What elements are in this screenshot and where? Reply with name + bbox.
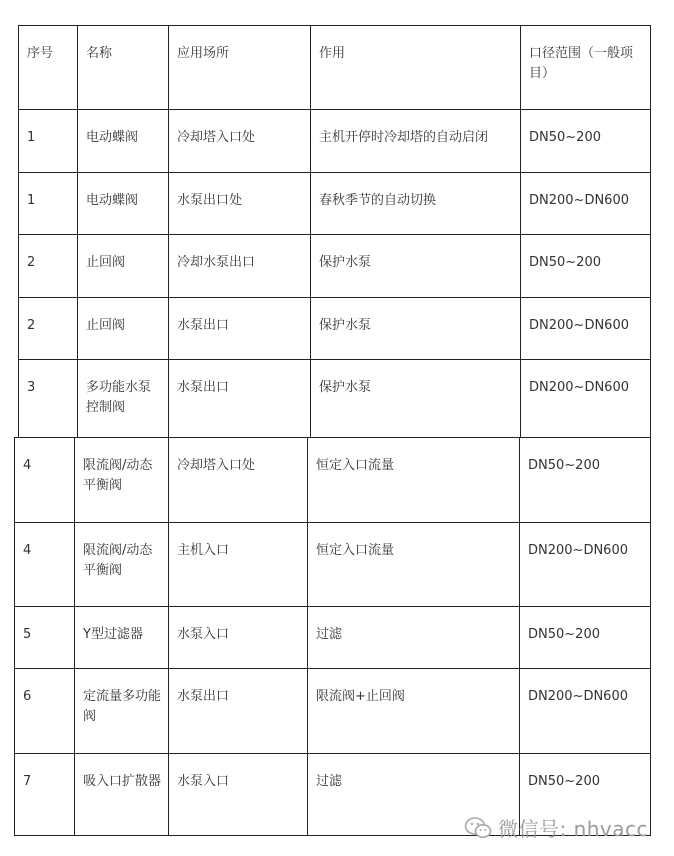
watermark-text: 微信号: nhvacc	[497, 817, 648, 841]
cell-function: 保护水泵	[311, 235, 521, 298]
cell-location: 水泵入口	[169, 607, 308, 669]
cell-location: 主机入口	[169, 523, 308, 607]
cell-function: 恒定入口流量	[308, 438, 520, 523]
cell-function: 保护水泵	[311, 360, 521, 438]
cell-function: 限流阀+止回阀	[308, 669, 520, 754]
cell-location: 水泵出口	[169, 298, 311, 360]
cell-location: 水泵出口处	[169, 173, 311, 235]
watermark	[464, 813, 648, 842]
table-row	[19, 173, 651, 235]
cell-name: 吸入口扩散器	[75, 754, 169, 836]
cell-function: 恒定入口流量	[308, 523, 520, 607]
cell-diameter: DN50~200	[521, 110, 651, 173]
cell-index: 1	[19, 110, 78, 173]
cell-index: 4	[15, 438, 75, 523]
cell-diameter: DN50~200	[520, 754, 651, 836]
header-name: 名称	[78, 26, 169, 110]
table-row	[19, 360, 651, 438]
cell-index: 5	[15, 607, 75, 669]
cell-function: 保护水泵	[311, 298, 521, 360]
cell-diameter: DN50~200	[520, 438, 651, 523]
cell-index: 3	[19, 360, 78, 438]
table-row	[19, 110, 651, 173]
table-row	[15, 438, 651, 523]
cell-name: 定流量多功能阀	[75, 669, 169, 754]
valve-table-top	[18, 25, 651, 438]
cell-index: 4	[15, 523, 75, 607]
cell-diameter: DN200~DN600	[521, 360, 651, 438]
cell-function: 过滤	[308, 754, 520, 836]
cell-diameter: DN200~DN600	[520, 669, 651, 754]
cell-function: 主机开停时冷却塔的自动启闭	[311, 110, 521, 173]
table-row	[19, 235, 651, 298]
table-row	[15, 523, 651, 607]
cell-function: 过滤	[308, 607, 520, 669]
cell-name: Y型过滤器	[75, 607, 169, 669]
header-function: 作用	[311, 26, 521, 110]
cell-index: 2	[19, 298, 78, 360]
table-row	[15, 669, 651, 754]
cell-name: 限流阀/动态平衡阀	[75, 523, 169, 607]
cell-location: 水泵出口	[169, 669, 308, 754]
valve-table-bottom	[14, 437, 651, 836]
cell-name: 止回阀	[78, 298, 169, 360]
cell-location: 水泵入口	[169, 754, 308, 836]
header-index: 序号	[19, 26, 78, 110]
table-row	[19, 298, 651, 360]
cell-name: 多功能水泵控制阀	[78, 360, 169, 438]
header-diameter: 口径范围（一般项目）	[521, 26, 651, 110]
cell-name: 电动蝶阀	[78, 173, 169, 235]
cell-diameter: DN200~DN600	[521, 173, 651, 235]
cell-location: 水泵出口	[169, 360, 311, 438]
cell-location: 冷却塔入口处	[169, 110, 311, 173]
table-row	[15, 607, 651, 669]
cell-diameter: DN200~DN600	[521, 298, 651, 360]
cell-location: 冷却水泵出口	[169, 235, 311, 298]
cell-location: 冷却塔入口处	[169, 438, 308, 523]
cell-diameter: DN200~DN600	[520, 523, 651, 607]
cell-name: 止回阀	[78, 235, 169, 298]
cell-name: 电动蝶阀	[78, 110, 169, 173]
wechat-icon	[464, 816, 492, 840]
table-header-row	[19, 26, 651, 110]
cell-index: 2	[19, 235, 78, 298]
cell-function: 春秋季节的自动切换	[311, 173, 521, 235]
cell-index: 7	[15, 754, 75, 836]
cell-diameter: DN50~200	[520, 607, 651, 669]
header-location: 应用场所	[169, 26, 311, 110]
cell-name: 限流阀/动态平衡阀	[75, 438, 169, 523]
cell-index: 1	[19, 173, 78, 235]
cell-diameter: DN50~200	[521, 235, 651, 298]
cell-index: 6	[15, 669, 75, 754]
